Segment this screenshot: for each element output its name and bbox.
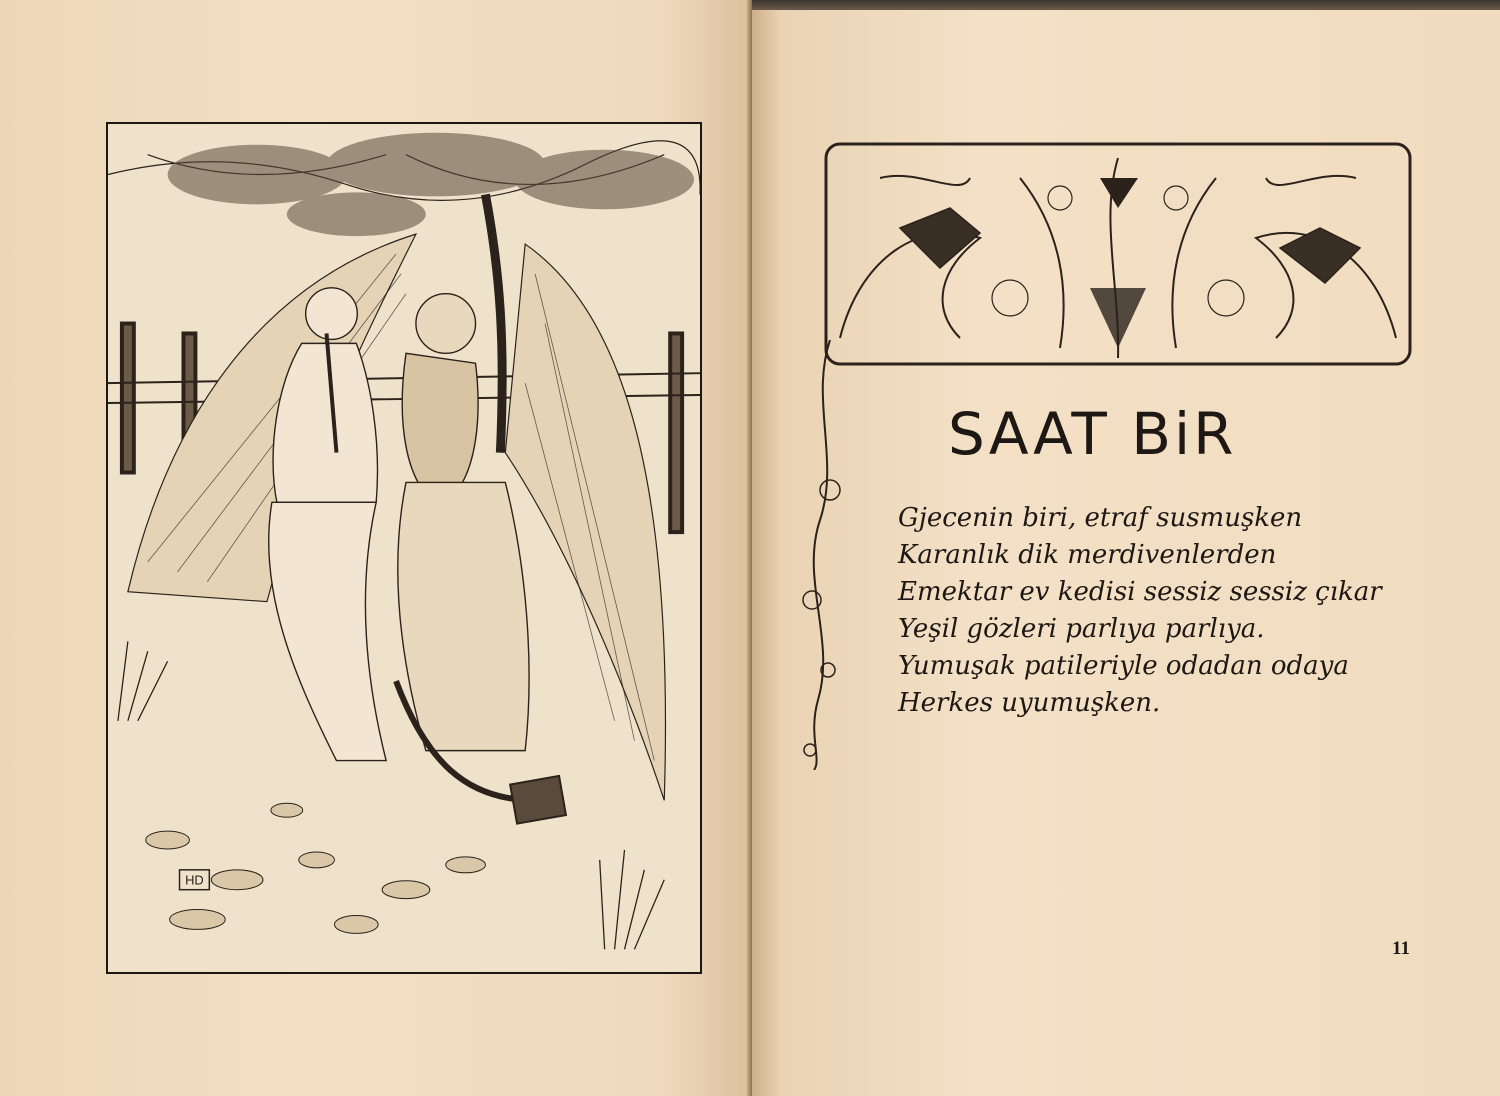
page-number: 11 <box>1392 938 1410 959</box>
poem-text <box>898 500 1398 722</box>
poem-line: Gjecenin biri, etraf susmuşken <box>898 503 1303 533</box>
floral-ornament-drawing <box>820 138 1416 370</box>
illustration-monogram: HD <box>185 872 204 888</box>
poem-line: Yumuşak patileriyle odadan odaya <box>898 651 1349 681</box>
illustration-drawing <box>108 124 700 972</box>
poem-line: Yeşil gözleri parlıya parlıya. <box>898 614 1265 644</box>
vine-border-ornament <box>800 340 848 770</box>
floral-header-ornament <box>820 138 1416 370</box>
poem-line: Emektar ev kedisi sessiz sessiz çıkar <box>898 577 1382 607</box>
poem-line: Herkes uyumuşken. <box>898 688 1161 718</box>
illustration-angels-with-flute <box>106 122 702 974</box>
poem-title: SAAT BiR <box>948 400 1237 468</box>
poem-line: Karanlık dik merdivenlerden <box>898 540 1277 570</box>
right-page <box>752 0 1500 1096</box>
page-top-edge <box>752 0 1500 10</box>
vine-drawing <box>800 340 848 770</box>
